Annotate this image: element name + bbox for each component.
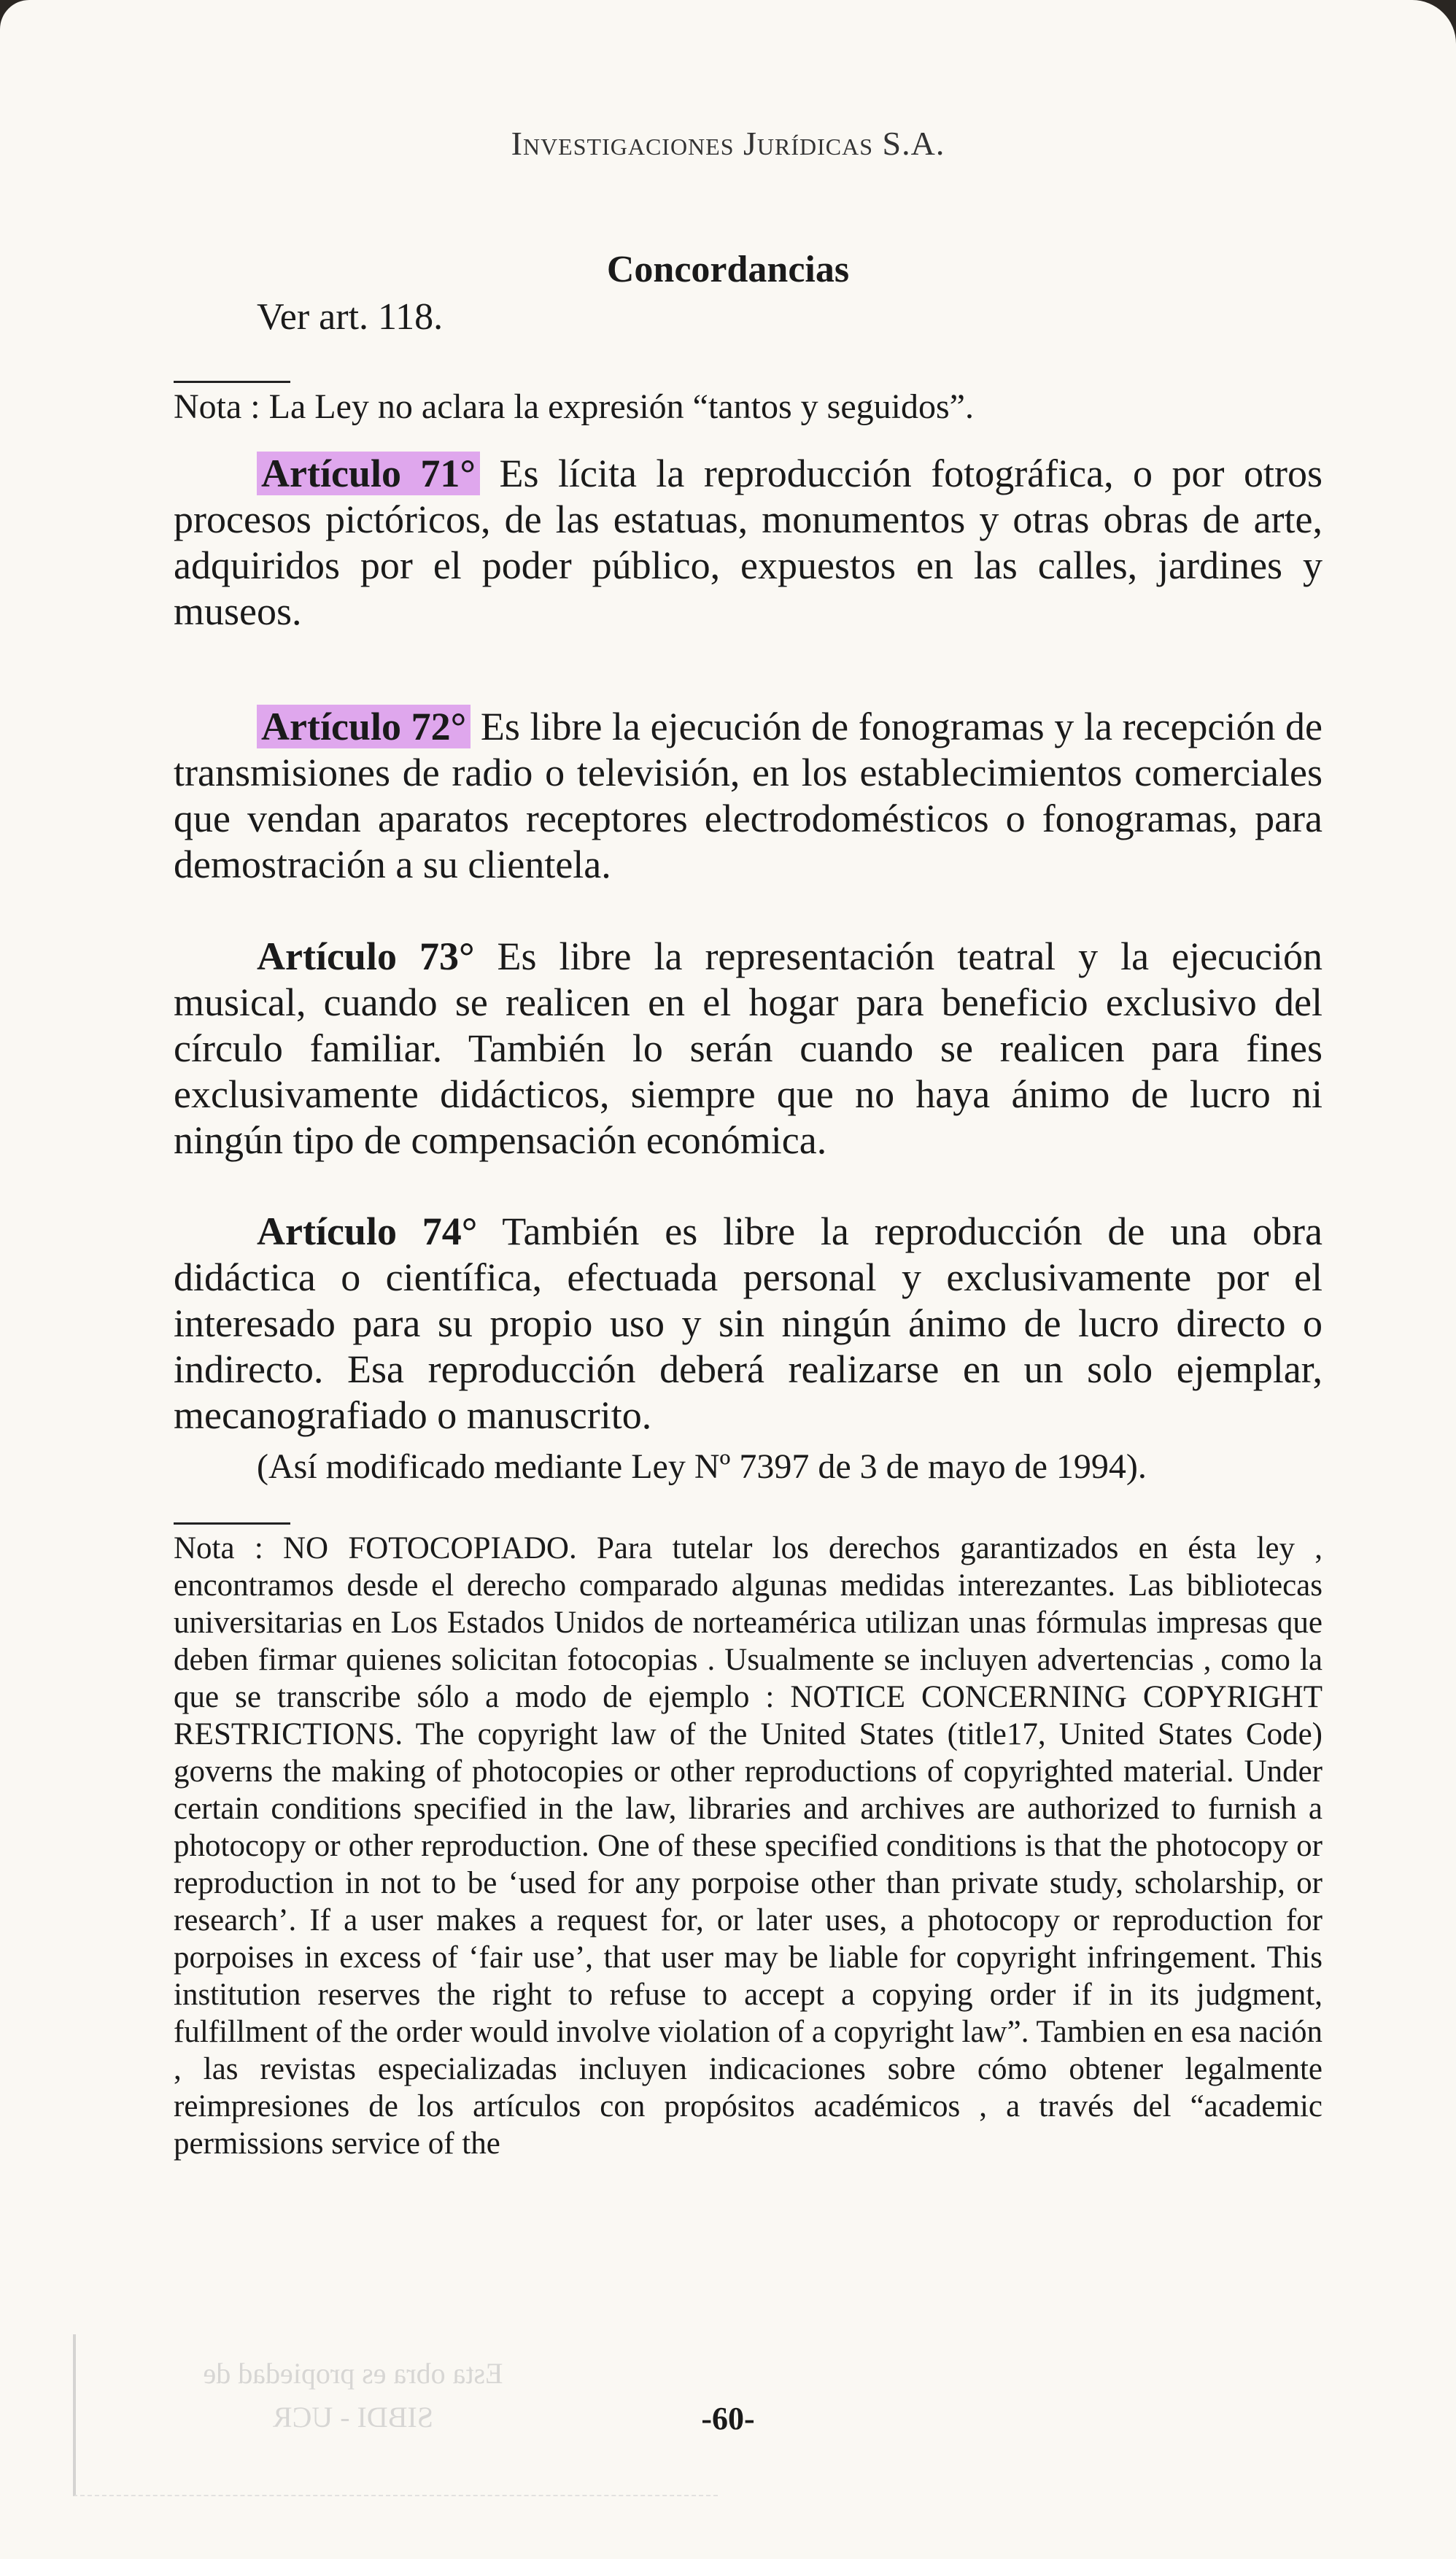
article-73-text: Es libre la representación teatral y la ejecución musical, cuando se realicen en el hogar para beneficio exclusivo del círculo familiar. También lo serán cuando se realicen para fines exclusivamente didácticos, siempre que no haya ánimo de lucro ni ningún tipo de compensación económica. bbox=[174, 934, 1323, 1162]
page-number: -60- bbox=[701, 2401, 755, 2436]
note-tantos-seguidos: Nota : La Ley no aclara la expresión “tantos y seguidos”. bbox=[174, 387, 974, 426]
article-71-text: Es lícita la reproducción fotográfica, o por otros procesos pictóricos, de las estatuas, monumentos y otras obras de arte, adquiridos por el poder público, expuestos en las calles, jardines y museos. bbox=[174, 452, 1323, 633]
note-photocopy: Nota : NO FOTOCOPIADO. Para tutelar los derechos garantizados en ésta ley , encontramos desde el derecho comparado algunas medidas interezantes. Las bibliotecas universitarias en Los Estados Unidos de norteamérica utilizan unas fórmulas impresas que deben firmar quienes solicitan fotocopias . Usualmente se incluyen advertencias , como la que se transcribe sólo a modo de ejemplo : NOTICE CONCERNING COPYRIGHT RESTRICTIONS. The copyright law of the United States (title17, United States Code) governs the making of photocopies or other reproductions of copyrighted material. Under certain conditions specified in the law, libraries and archives are authorized to furnish a photocopy or other reproduction. One of these specified conditions is that the photocopy or reproduction in not to be ‘used for any porpoise other than private study, scholarship, or research’. If a user makes a request for, or later uses, a photocopy or reproduction for porpoises in excess of ‘fair use’, that user may be liable for copyright infringement. This institution reserves the right to refuse to accept a copying order if in its judgment, fulfillment of the order would involve violation of a copyright law”. Tambien en esa nación , las revistas especializadas incluyen indicaciones sobre cómo obtener legalmente reimpresiones de los artículos con propósitos académicos , a través del “academic permissions service of the bbox=[174, 1531, 1323, 2161]
article-73 bbox=[174, 934, 1323, 1164]
footnote-divider bbox=[174, 1522, 290, 1525]
cross-reference: Ver art. 118. bbox=[257, 296, 444, 338]
section-heading: Concordancias bbox=[606, 249, 850, 290]
article-73-label: Artículo 73° bbox=[257, 934, 475, 978]
running-head: Investigaciones Jurídicas S.A. bbox=[511, 125, 945, 162]
article-72 bbox=[174, 704, 1323, 888]
article-72-label: Artículo 72° bbox=[257, 705, 471, 748]
stamp-line-2: SIBDI - UCR bbox=[272, 2401, 434, 2434]
article-74-text: También es libre la reproducción de una obra didáctica o científica, efectuada personal y exclusivamente por el interesado para su propio uso y sin ningún ánimo de lucro directo o indirecto. Esa reproducción deberá realizarse en un solo ejemplar, mecanografiado o manuscrito. bbox=[174, 1209, 1323, 1437]
article-74 bbox=[174, 1209, 1323, 1439]
article-71-label: Artículo 71° bbox=[257, 452, 480, 495]
article-74-label: Artículo 74° bbox=[257, 1209, 478, 1253]
article-71 bbox=[174, 451, 1323, 635]
note-divider bbox=[174, 381, 290, 383]
amendment-note: (Así modificado mediante Ley Nº 7397 de 3 de mayo de 1994). bbox=[257, 1447, 1147, 1486]
stamp-line-1: Esta obra es propiedad de bbox=[203, 2357, 503, 2390]
article-72-text: Es libre la ejecución de fonogramas y la recepción de transmisiones de radio o televisión, en los establecimientos comerciales que vendan aparatos receptores electrodomésticos o fonogramas, para demostración a su clientela. bbox=[174, 705, 1323, 886]
